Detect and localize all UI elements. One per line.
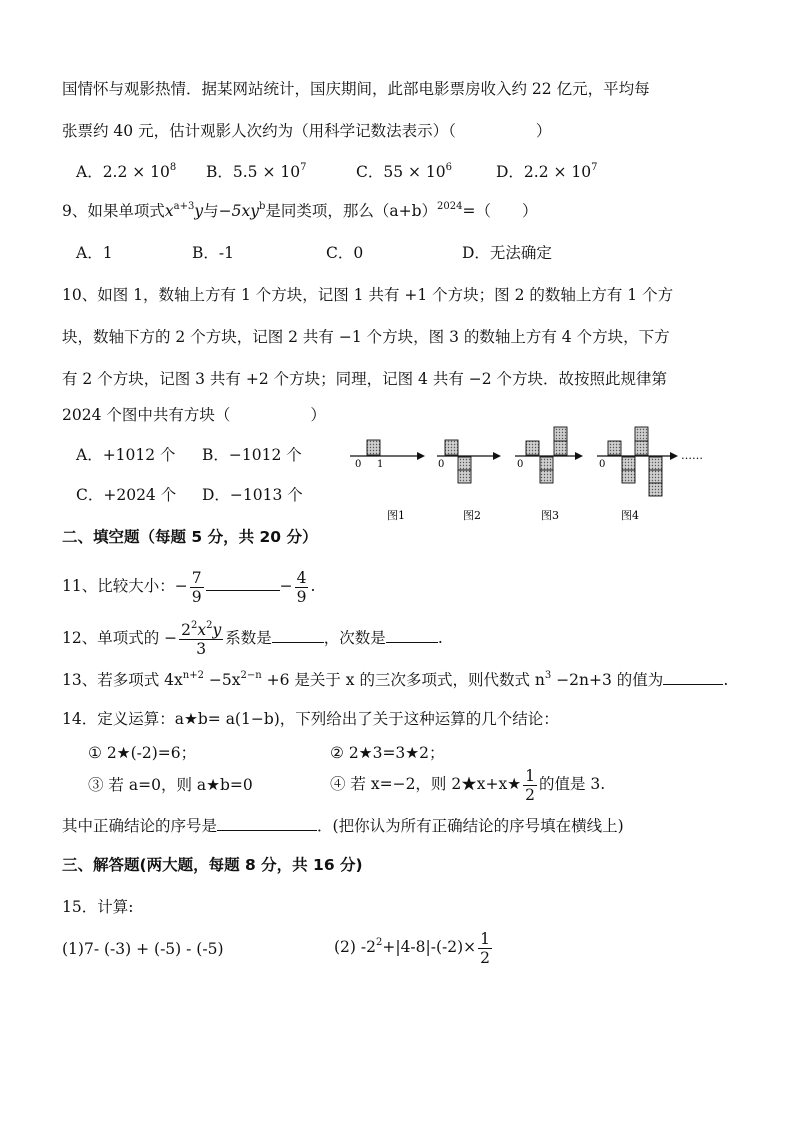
section-2-title: 二、填空题（每题 5 分，共 20 分） (62, 528, 318, 546)
block-below (649, 470, 662, 483)
q12: 12、单项式的 − $\frac{2^2x^2y}{3}$ 系数是 ，次数是 . (62, 619, 443, 658)
axis-zero: 0 (517, 459, 524, 470)
q15-part-2: (2) $-2^2+|4-8|-(-2)\times$ $\frac{1}{2}$ (334, 929, 491, 967)
block-below (540, 457, 553, 470)
q10-option-c: C．+2024 个 (76, 486, 177, 504)
q8-option-b: B．$5.5 \times 10^7$ (206, 162, 307, 181)
block-below (622, 457, 635, 470)
caption-fig4: 图4 (621, 509, 639, 522)
section-3-title: 三、解答题(两大题，每题 8 分，共 16 分) (62, 856, 363, 874)
axis-arrow-2 (493, 452, 501, 460)
block-below (458, 470, 471, 483)
fraction-4-9: $\frac{4}{9}$ (296, 568, 307, 606)
q10-figure (345, 425, 725, 525)
q9-option-a: A．1 (76, 244, 113, 262)
q15-title: 15．计算: (62, 898, 134, 916)
q8-option-c: C．$55 \times 10^6$ (356, 162, 453, 181)
block-below (622, 470, 635, 483)
fraction-7-9: $\frac{7}{9}$ (191, 568, 202, 606)
block-above (445, 440, 458, 455)
axis-zero: 0 (599, 459, 606, 470)
q10-line-2: 块，数轴下方的 2 个方块，记图 2 共有 −1 个方块，图 3 的数轴上方有 4 个方块，下方 (62, 328, 670, 346)
block-above (526, 441, 539, 455)
q9-option-d: D．无法确定 (462, 244, 552, 262)
figure-4 (597, 427, 703, 522)
figure-3 (515, 425, 583, 522)
block-above (608, 441, 621, 455)
caption-fig3: 图3 (541, 509, 559, 522)
block-above (554, 441, 567, 455)
block-above (367, 440, 380, 455)
axis-continuation-dots: …… (681, 449, 703, 462)
caption-fig2: 图2 (463, 509, 481, 522)
q15-part-1: (1)7- (-3) + (-5) - (-5) (62, 940, 224, 958)
fraction-1-2: $\frac{1}{2}$ (480, 929, 491, 967)
q14-conclusion-2: ② 2★3=3★2； (330, 744, 445, 762)
caption-fig1: 图1 (387, 509, 405, 522)
answer-blank[interactable] (663, 668, 723, 685)
block-above (635, 427, 648, 441)
q8-option-d: D．$2.2 \times 10^7$ (496, 162, 598, 181)
q9-option-b: B．-1 (192, 244, 234, 262)
block-below (649, 457, 662, 470)
fraction-1-2: $\frac{1}{2}$ (525, 766, 535, 804)
axis-arrow-4 (670, 452, 678, 460)
q9-option-c: C．0 (326, 244, 364, 262)
axis-arrow-1 (417, 452, 425, 460)
q11: 11、比较大小：− $\frac{7}{9}$ − $\frac{4}{9}$ . (62, 568, 316, 606)
q14-stem: 14．定义运算：a★b= a(1−b)，下列给出了关于这种运算的几个结论： (62, 710, 559, 728)
q10-option-d: D．−1013 个 (202, 486, 303, 504)
axis-zero: 0 (355, 459, 362, 470)
q10-line-1: 10、如图 1，数轴上方有 1 个方块，记图 1 共有 +1 个方块；图 2 的数轴上方有 1 个方 (62, 286, 674, 304)
block-below (649, 483, 662, 496)
axis-one: 1 (377, 459, 384, 470)
answer-blank[interactable] (217, 814, 317, 831)
degree-blank[interactable] (386, 626, 438, 643)
q14-conclusion-1: ① 2★(-2)=6； (88, 744, 197, 762)
q10-line-3: 有 2 个方块，记图 3 共有 +2 个方块；同理，记图 4 共有 −2 个方块．故按照此规律第 (62, 370, 668, 388)
block-above (635, 441, 648, 455)
block-below (458, 457, 471, 470)
q14-answer-line: 其中正确结论的序号是 ．(把你认为所有正确结论的序号填在横线上) (62, 814, 624, 837)
q8-line-2: 张票约 40 元，估计观影人次约为（用科学记数法表示）（ ） (62, 122, 552, 140)
q8-line-1: 国情怀与观影热情．据某网站统计，国庆期间，此部电影票房收入约 22 亿元，平均每 (62, 80, 650, 98)
block-below (540, 470, 553, 483)
q10-option-a: A．+1012 个 (76, 446, 176, 464)
q10-line-4: 2024 个图中共有方块（ ） (62, 406, 326, 424)
q10-option-b: B．−1012 个 (202, 446, 302, 464)
q14-conclusion-3: ③ 若 a=0，则 a★b=0 (88, 776, 253, 794)
coefficient-blank[interactable] (272, 626, 324, 643)
fraction-monomial: $\frac{2^2x^2y}{3}$ (181, 619, 222, 658)
answer-blank[interactable] (206, 574, 280, 591)
q13: 13、若多项式 $4x^{n+2} -5x^{2-n} +6$ 是关于 x 的三次多项式，则代数式 $n^3 -2n+3$ 的值为 . (62, 670, 729, 689)
axis-arrow-3 (575, 452, 583, 460)
q8-option-a: A．$2.2 \times 10^8$ (76, 162, 177, 181)
q9-stem: 9、如果单项式$x^{a+3}y$与$-5xy^b$是同类项，那么$(a+b)^{2024}=$（ ） (62, 201, 538, 220)
figure-2 (437, 440, 501, 522)
axis-zero: 0 (438, 459, 445, 470)
figure-1 (350, 440, 425, 522)
q14-conclusion-4: ④ 若 x=−2，则 2★x+x★ $\frac{1}{2}$ 的值是 3. (330, 766, 606, 804)
